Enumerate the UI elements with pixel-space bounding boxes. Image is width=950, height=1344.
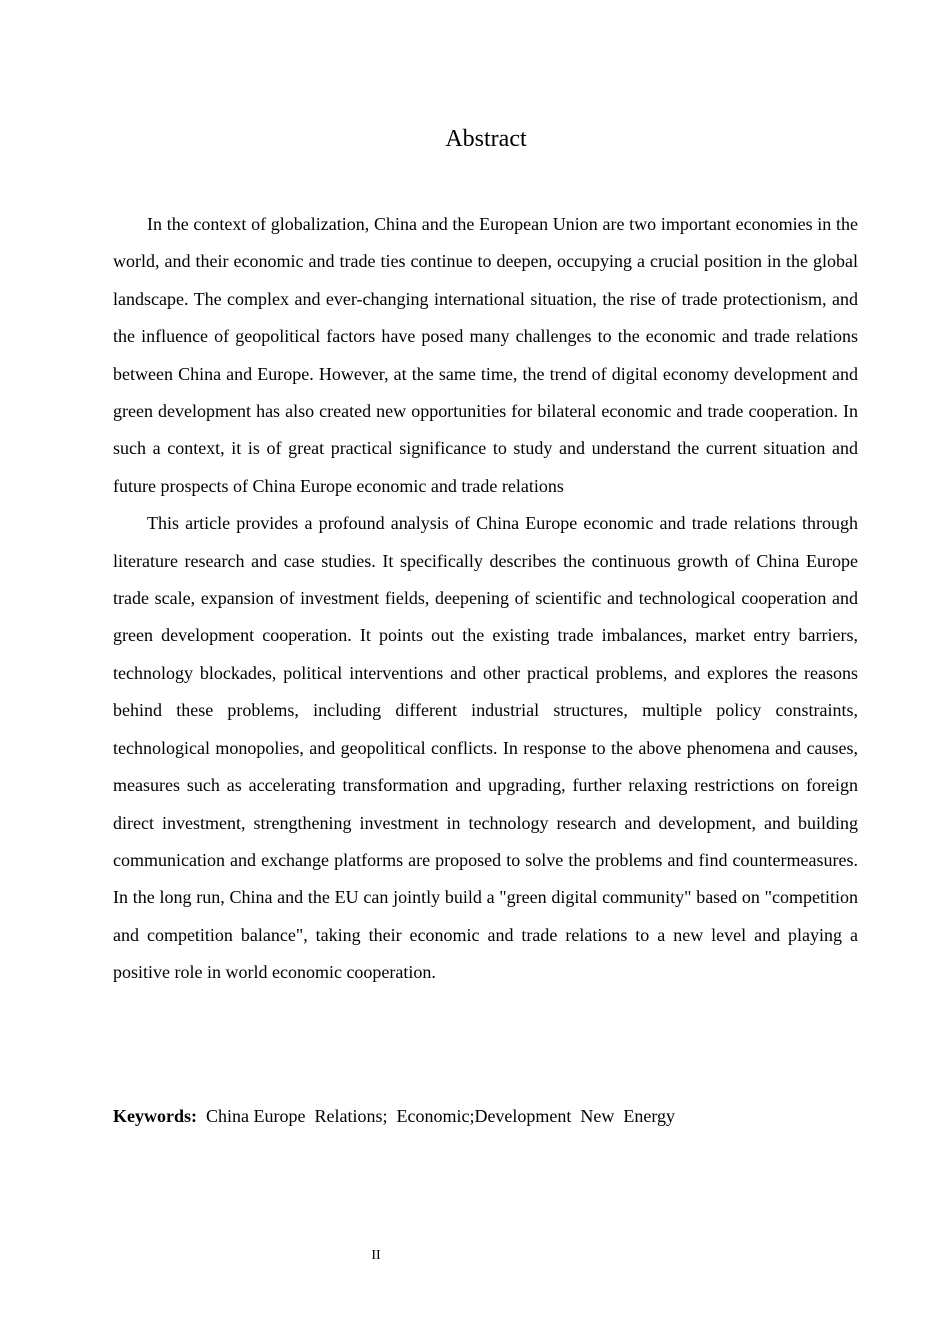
keywords-text: China Europe Relations; Economic;Development New Energy [197, 1106, 676, 1126]
abstract-title: Abstract [445, 126, 527, 152]
abstract-paragraph-1: In the context of globalization, China and the European Union are two important economies in the world, and their economic and trade ties continue to deepen, occupying a crucial position in the global landscape. The complex and ever-changing international situation, the rise of trade protectionism, and the influence of geopolitical factors have posed many challenges to the economic and trade relations between China and Europe. However, at the same time, the trend of digital economy development and green development has also created new opportunities for bilateral economic and trade cooperation. In such a context, it is of great practical significance to study and understand the current situation and future prospects of China Europe economic and trade relations [113, 214, 858, 496]
abstract-body [113, 206, 858, 992]
keywords-label: Keywords: [113, 1106, 197, 1126]
page-number: II [371, 1248, 381, 1263]
keywords-line [113, 1101, 858, 1131]
abstract-paragraph-2: This article provides a profound analysis of China Europe economic and trade relations through literature research and case studies. It specifically describes the continuous growth of China Europe trade scale, expansion of investment fields, deepening of scientific and technological cooperation and green development cooperation. It points out the existing trade imbalances, market entry barriers, technology blockades, political interventions and other practical problems, and explores the reasons behind these problems, including different industrial structures, multiple policy constraints, technological monopolies, and geopolitical conflicts. In response to the above phenomena and causes, measures such as accelerating transformation and upgrading, further relaxing restrictions on foreign direct investment, strengthening investment in technology research and development, and building communication and exchange platforms are proposed to solve the problems and find countermeasures. In the long run, China and the EU can jointly build a "green digital community" based on "competition and competition balance", taking their economic and trade relations to a new level and playing a positive role in world economic cooperation. [113, 513, 858, 983]
